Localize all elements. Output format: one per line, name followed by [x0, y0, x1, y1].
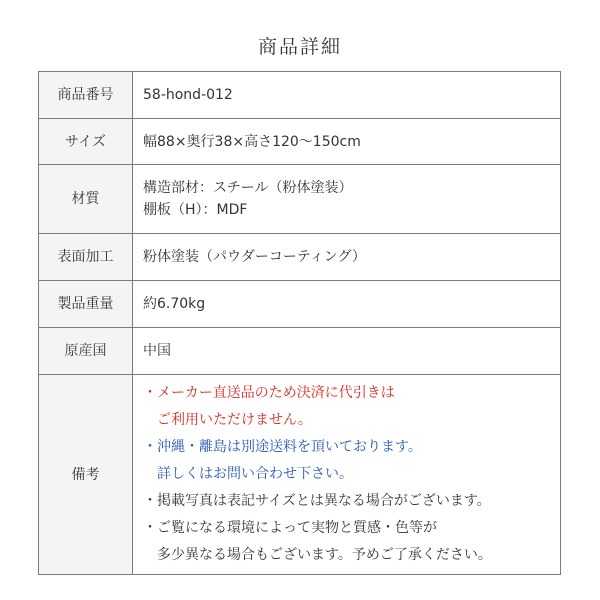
note-photo-size: ・掲載写真は表記サイズとは異なる場合がございます。 [143, 493, 491, 509]
material-value [133, 165, 561, 234]
material-line-structure: 構造部材：スチール（粉体塗装） [143, 180, 353, 196]
table-row-notes [39, 375, 561, 575]
table-row-product-number [39, 72, 561, 119]
note-display-color-cont: 多少異なる場合もございます。予めご了承ください。 [157, 547, 492, 563]
note-okinawa-shipping: ・沖縄・離島は別途送料を頂いております。 [143, 439, 422, 455]
table-row-origin [39, 328, 561, 375]
size-label: サイズ [39, 119, 133, 165]
product-spec-table [38, 71, 561, 575]
size-value: 幅88×奥行38×高さ120〜150cm [133, 119, 561, 165]
note-cod-unavailable-cont: ご利用いただけません。 [157, 412, 312, 428]
weight-label: 製品重量 [39, 281, 133, 328]
weight-value: 約6.70kg [133, 281, 561, 328]
table-row-material [39, 165, 561, 234]
table-row-surface [39, 234, 561, 281]
product-number-value: 58-hond-012 [133, 72, 561, 119]
material-line-shelf: 棚板（H）：MDF [143, 202, 248, 218]
note-display-color: ・ご覧になる環境によって実物と質感・色等が [143, 520, 437, 536]
notes-label: 備考 [39, 375, 133, 575]
notes-value [133, 375, 561, 575]
note-okinawa-shipping-cont: 詳しくはお問い合わせ下さい。 [157, 466, 353, 482]
table-row-weight [39, 281, 561, 328]
surface-value: 粉体塗装（パウダーコーティング） [133, 234, 561, 281]
origin-value: 中国 [133, 328, 561, 375]
page-title: 商品詳細 [257, 36, 342, 58]
product-number-label: 商品番号 [39, 72, 133, 119]
surface-label: 表面加工 [39, 234, 133, 281]
note-cod-unavailable: ・メーカー直送品のため決済に代引きは [143, 385, 395, 401]
origin-label: 原産国 [39, 328, 133, 375]
material-label: 材質 [39, 165, 133, 234]
table-row-size [39, 119, 561, 165]
